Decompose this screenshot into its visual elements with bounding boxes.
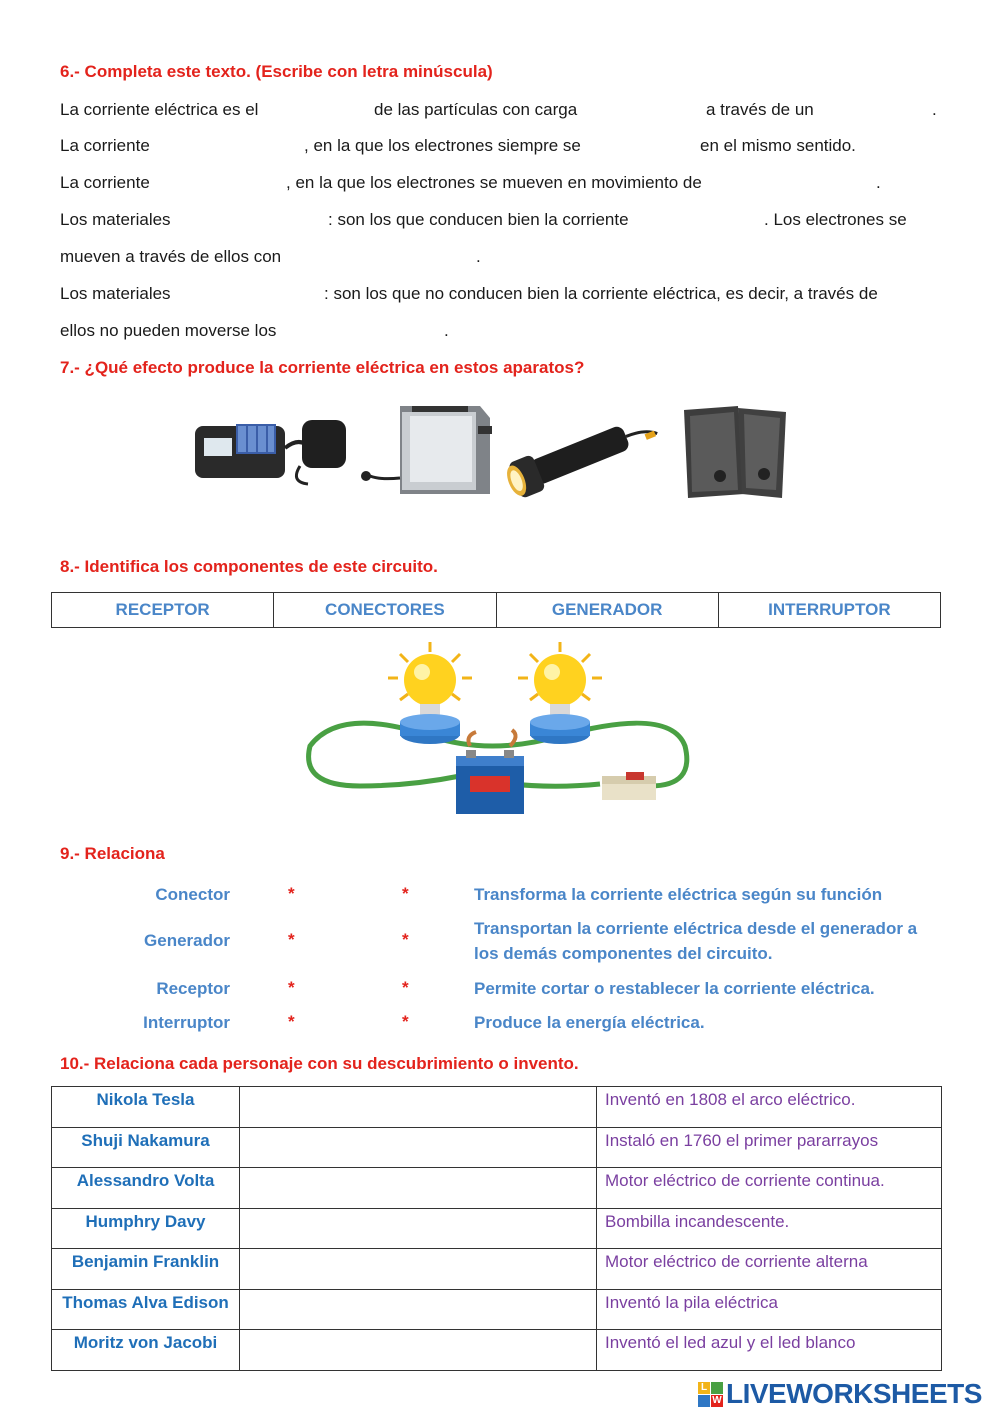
logo-letter: W [712,1394,722,1406]
section9-heading: 9.- Relaciona [60,844,165,863]
circuit-illustration [300,636,700,820]
flashlight-image [502,408,661,502]
table-row [52,1208,942,1249]
logo-text: LIVEWORKSHEETS [726,1378,982,1409]
answer-cell[interactable] [240,1127,597,1168]
answer-cell[interactable] [240,1087,597,1128]
inventors-table [51,1086,942,1371]
component-label-conectores[interactable]: CONECTORES [274,593,496,628]
relate-left-conector: Conector [155,885,230,904]
table-row [52,1127,942,1168]
text-fragment: : son los que conducen bien la corriente [328,210,629,229]
answer-cell[interactable] [240,1289,597,1330]
relate-left-receptor: Receptor [156,979,230,998]
blank-input[interactable] [184,282,320,306]
blank-input[interactable] [742,171,872,195]
blank-input[interactable] [660,208,760,232]
answer-cell[interactable] [240,1249,597,1290]
blank-input[interactable] [166,171,282,195]
relate-left-generador: Generador [144,931,230,950]
match-point-right[interactable]: * [402,978,409,997]
invention-desc: Motor eléctrico de corriente alterna [597,1249,942,1290]
section8-heading: 8.- Identifica los componentes de este circuito. [60,557,438,576]
text-fragment: Los materiales [60,284,171,303]
bulb-left [388,642,472,744]
section6-heading: 6.- Completa este texto. (Escribe con letra minúscula) [60,62,493,81]
text-fragment: ellos no pueden moverse los [60,321,277,340]
text-fragment: de las partículas con carga [374,100,578,119]
battery-charger-image [195,420,346,484]
bulb-right [518,642,602,744]
blank-input[interactable] [184,208,324,232]
match-point-left[interactable]: * [288,978,295,997]
table-row [52,1168,942,1209]
inventor-name: Humphry Davy [52,1208,240,1249]
components-table [51,592,941,628]
match-point-left[interactable]: * [288,884,295,903]
relate-right-transforma: Transforma la corriente eléctrica según su función [474,885,883,904]
inventor-name: Thomas Alva Edison [52,1289,240,1330]
text-fragment: . [444,321,449,340]
inventor-name: Moritz von Jacobi [52,1330,240,1371]
relate-right-transportan-line2: los demás componentes del circuito. [474,944,773,963]
blank-input[interactable] [828,98,928,122]
speakers-image [684,406,786,498]
blank-input[interactable] [606,134,694,158]
invention-desc: Inventó la pila eléctrica [597,1289,942,1330]
relate-right-permite: Permite cortar o restablecer la corriente eléctrica. [474,979,875,998]
match-point-right[interactable]: * [402,1012,409,1031]
table-row [52,1330,942,1371]
text-fragment: mueven a través de ellos con [60,247,282,266]
section7-heading: 7.- ¿Qué efecto produce la corriente eléctrica en estos aparatos? [60,358,585,377]
blank-input[interactable] [284,98,364,122]
text-fragment: La corriente [60,136,150,155]
component-label-generador[interactable]: GENERADOR [496,593,718,628]
invention-desc: Instaló en 1760 el primer pararrayos [597,1127,942,1168]
inventor-name: Nikola Tesla [52,1087,240,1128]
toaster-image [361,406,492,494]
logo-icon [698,1382,723,1407]
match-point-right[interactable]: * [402,884,409,903]
devices-illustration [190,398,800,508]
answer-cell[interactable] [240,1330,597,1371]
match-point-left[interactable]: * [288,930,295,949]
table-row [52,1289,942,1330]
blank-input[interactable] [304,245,472,269]
text-fragment: en el mismo sentido. [700,136,856,155]
table-row [52,1087,942,1128]
text-fragment: , en la que los electrones siempre se [304,136,581,155]
text-fragment: . [932,100,937,119]
blank-input[interactable] [300,319,440,343]
text-fragment: La corriente [60,173,150,192]
answer-cell[interactable] [240,1208,597,1249]
section10-heading: 10.- Relaciona cada personaje con su descubrimiento o invento. [60,1054,579,1073]
blank-input[interactable] [596,98,700,122]
match-point-right[interactable]: * [402,930,409,949]
text-fragment: . [476,247,481,266]
text-fragment: La corriente eléctrica es el [60,100,259,119]
inventor-name: Alessandro Volta [52,1168,240,1209]
text-fragment: . Los electrones se [764,210,907,229]
table-row [52,1249,942,1290]
text-fragment: a través de un [706,100,814,119]
blank-input[interactable] [166,134,300,158]
liveworksheets-logo [698,1376,982,1412]
invention-desc: Inventó en 1808 el arco eléctrico. [597,1087,942,1128]
text-fragment: Los materiales [60,210,171,229]
invention-desc: Bombilla incandescente. [597,1208,942,1249]
component-label-interruptor[interactable]: INTERRUPTOR [718,593,940,628]
match-point-left[interactable]: * [288,1012,295,1031]
answer-cell[interactable] [240,1168,597,1209]
logo-letter: L [698,1382,710,1394]
text-fragment: , en la que los electrones se mueven en movimiento de [286,173,702,192]
invention-desc: Inventó el led azul y el led blanco [597,1330,942,1371]
inventor-name: Shuji Nakamura [52,1127,240,1168]
invention-desc: Motor eléctrico de corriente continua. [597,1168,942,1209]
relate-right-transportan-line1: Transportan la corriente eléctrica desde el generador a [474,919,918,938]
relate-right-produce: Produce la energía eléctrica. [474,1013,705,1032]
inventor-name: Benjamin Franklin [52,1249,240,1290]
relate-left-interruptor: Interruptor [143,1013,230,1032]
text-fragment: . [876,173,881,192]
switch-interruptor [602,772,656,800]
component-label-receptor[interactable]: RECEPTOR [52,593,274,628]
text-fragment: : son los que no conducen bien la corriente eléctrica, es decir, a través de [324,284,878,303]
